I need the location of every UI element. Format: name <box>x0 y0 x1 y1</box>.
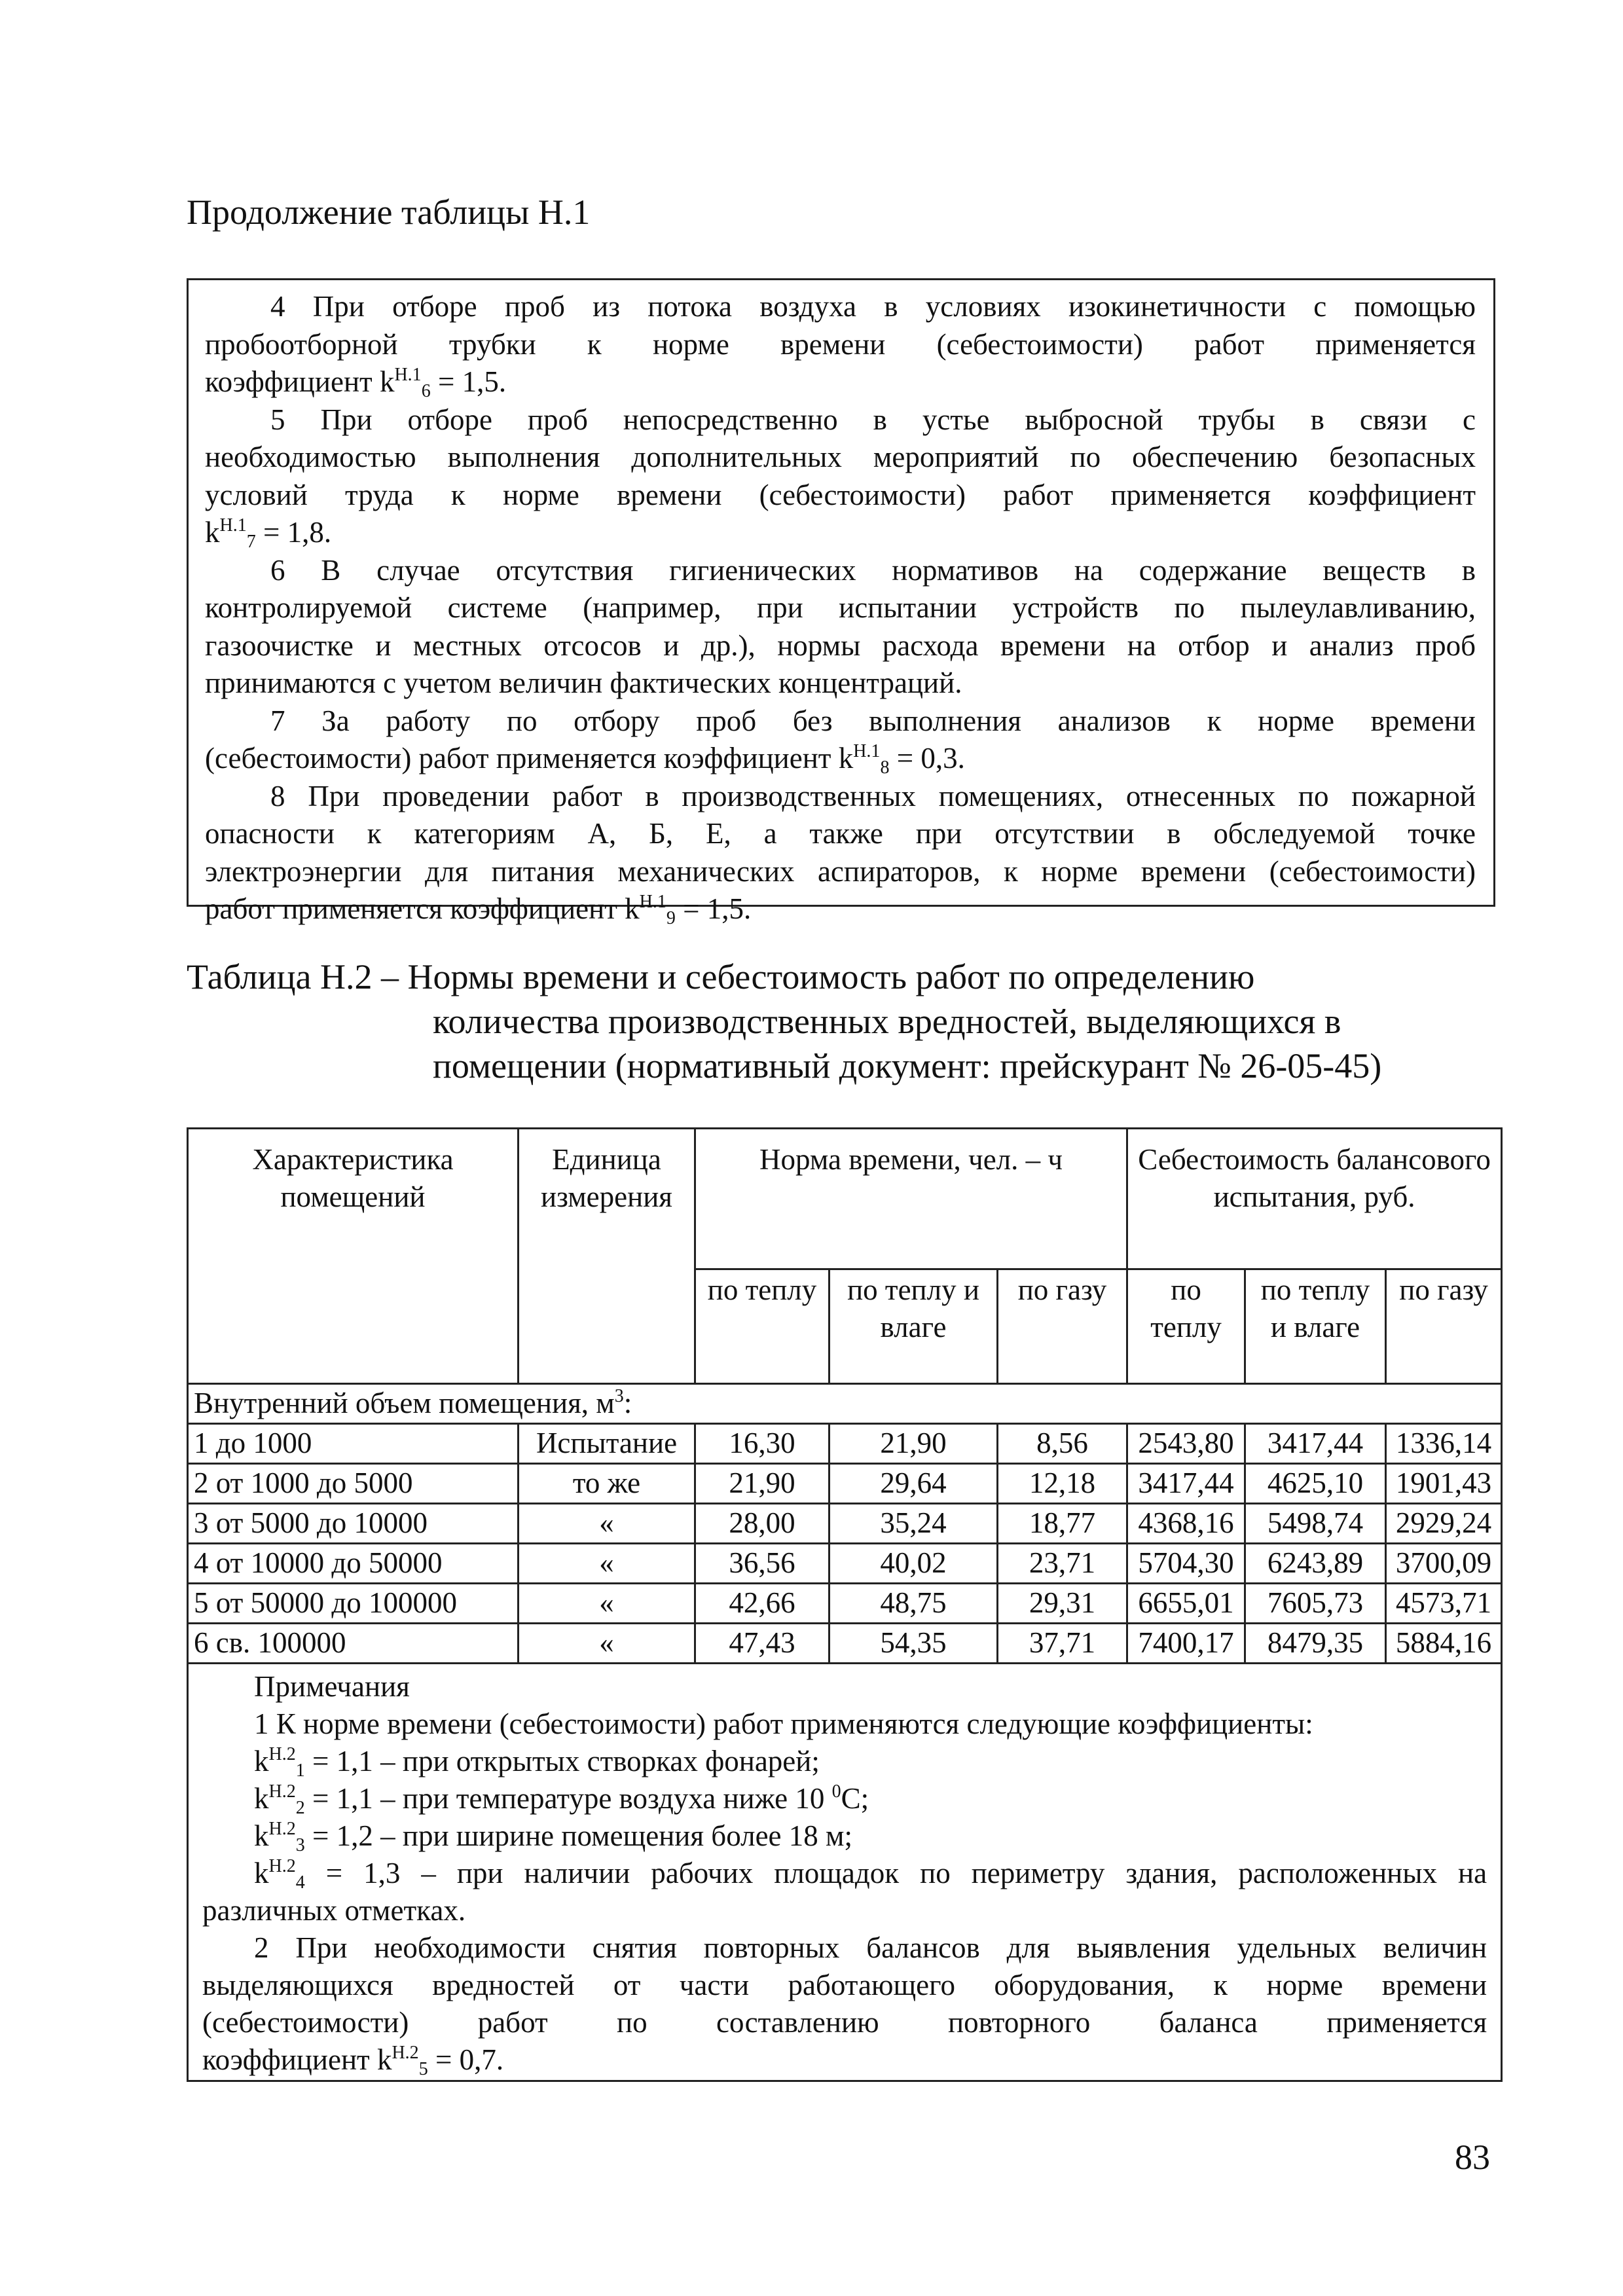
table-row <box>188 1424 1502 1464</box>
page-number: 83 <box>1455 2138 1490 2177</box>
coefficient-k4-continuation: различных отметках. <box>202 1894 466 1927</box>
note-6-line-4: принимаются с учетом величин фактических концентраций. <box>205 666 962 699</box>
coefficient-k4: $k^{Н.2}_4 = 1,3$ – при наличии рабочих площадок по периметру здания, расположенных на <box>254 1856 1487 1893</box>
time-gas: 29,31 <box>998 1584 1127 1624</box>
row-unit: « <box>519 1544 695 1584</box>
row-unit: « <box>519 1584 695 1624</box>
table-h2-caption <box>187 955 1496 1088</box>
time-gas: 8,56 <box>998 1424 1127 1464</box>
note-8-line-1: 8 При проведении работ в производственных помещениях, отнесенных по пожарной <box>270 779 1476 812</box>
subheader-time-heat-moisture: по теплу и влаге <box>830 1269 998 1384</box>
time-heat-moisture: 21,90 <box>830 1424 998 1464</box>
note-2-coefficient: коэффициент $k^{Н.2}_5 = 0,7$. <box>202 2043 504 2079</box>
cost-heat: 4368,16 <box>1127 1504 1245 1544</box>
notes-row <box>188 1664 1502 2081</box>
row-name: 3 от 5000 до 10000 <box>188 1504 519 1544</box>
header-cost: Себестоимость балансового испытания, руб. <box>1127 1129 1502 1269</box>
table-h2-notes <box>188 1664 1502 2081</box>
volume-label: Внутренний объем помещения, $м^3$: <box>188 1384 1502 1424</box>
note-5-line-1: 5 При отборе проб непосредственно в устье выбросной трубы в связи с <box>270 403 1476 436</box>
cost-heat: 6655,01 <box>1127 1584 1245 1624</box>
note-7-coefficient: (себестоимости) работ применяется коэффициент $k^{Н.1}_8 = 0,3$. <box>205 741 965 778</box>
cost-gas: 1336,14 <box>1386 1424 1502 1464</box>
cost-heat-moisture: 4625,10 <box>1245 1464 1386 1504</box>
note-6-line-1: 6 В случае отсутствия гигиенических нормативов на содержание веществ в <box>270 553 1476 587</box>
cost-heat-moisture: 7605,73 <box>1245 1584 1386 1624</box>
subheader-cost-heat-moisture: по теплу и влаге <box>1245 1269 1386 1384</box>
cost-heat: 7400,17 <box>1127 1624 1245 1664</box>
note-8-line-2: опасности к категориям А, Б, Е, а также при отсутствии в обследуемой точке <box>205 817 1476 850</box>
row-name: 1 до 1000 <box>188 1424 519 1464</box>
note-2-line-3: (себестоимости) работ по составлению повторного баланса применяется <box>202 2006 1487 2039</box>
time-gas: 18,77 <box>998 1504 1127 1544</box>
note-6-line-2: контролируемой системе (например, при испытании устройств по пылеулавливанию, <box>205 591 1476 624</box>
cost-heat: 5704,30 <box>1127 1544 1245 1584</box>
subheader-time-heat: по теплу <box>695 1269 830 1384</box>
cost-heat-moisture: 8479,35 <box>1245 1624 1386 1664</box>
time-heat: 42,66 <box>695 1584 830 1624</box>
header-row <box>188 1129 1502 1269</box>
cost-gas: 5884,16 <box>1386 1624 1502 1664</box>
coefficient-k2: $k^{Н.2}_2 = 1,1$ – при температуре воздуха ниже 10 $^0$С; <box>254 1781 869 1818</box>
subheader-time-gas: по газу <box>998 1269 1127 1384</box>
table-row <box>188 1624 1502 1664</box>
table-row <box>188 1584 1502 1624</box>
note-8-coefficient: работ применяется коэффициент $k^{Н.1}_9 = 1,5$. <box>205 892 752 928</box>
cost-heat-moisture: 6243,89 <box>1245 1544 1386 1584</box>
subheader-cost-gas: по газу <box>1386 1269 1502 1384</box>
row-unit: Испытание <box>519 1424 695 1464</box>
coefficient-k1: $k^{Н.2}_1 = 1,1$ – при открытых створках фонарей; <box>254 1744 820 1781</box>
time-heat-moisture: 29,64 <box>830 1464 998 1504</box>
note-5-coefficient: $k^{Н.1}_7 = 1,8$. <box>205 515 332 552</box>
note-4-line-1: 4 При отборе проб из потока воздуха в условиях изокинетичности с помощью <box>270 290 1476 323</box>
caption-line-1: Таблица Н.2 – Нормы времени и себестоимость работ по определению <box>187 957 1255 996</box>
note-6-line-3: газоочистке и местных отсосов и др.), нормы расхода времени на отбор и анализ проб <box>205 629 1476 662</box>
time-heat: 28,00 <box>695 1504 830 1544</box>
time-heat-moisture: 54,35 <box>830 1624 998 1664</box>
time-heat-moisture: 35,24 <box>830 1504 998 1544</box>
row-unit: то же <box>519 1464 695 1504</box>
row-unit: « <box>519 1624 695 1664</box>
note-7-line-1: 7 За работу по отбору проб без выполнения анализов к норме времени <box>270 704 1476 737</box>
cost-heat: 3417,44 <box>1127 1464 1245 1504</box>
cost-heat: 2543,80 <box>1127 1424 1245 1464</box>
time-heat-moisture: 40,02 <box>830 1544 998 1584</box>
note-2-line-1: 2 При необходимости снятия повторных балансов для выявления удельных величин <box>254 1931 1487 1964</box>
table-row <box>188 1544 1502 1584</box>
time-gas: 12,18 <box>998 1464 1127 1504</box>
cost-heat-moisture: 3417,44 <box>1245 1424 1386 1464</box>
coefficient-k3: $k^{Н.2}_3 = 1,2$ – при ширине помещения более 18 м; <box>254 1819 852 1855</box>
note-4-coefficient: коэффициент $k^{Н.1}_6 = 1,5$. <box>205 365 507 401</box>
time-heat: 16,30 <box>695 1424 830 1464</box>
caption-line-2: количества производственных вредностей, выделяющихся в <box>433 1002 1341 1041</box>
time-heat: 47,43 <box>695 1624 830 1664</box>
caption-line-3: помещении (нормативный документ: прейскурант № 26-05-45) <box>433 1046 1382 1085</box>
subheader-cost-heat: по теплу <box>1127 1269 1245 1384</box>
notes-title: Примечания <box>254 1670 410 1703</box>
row-name: 4 от 10000 до 50000 <box>188 1544 519 1584</box>
cost-gas: 4573,71 <box>1386 1584 1502 1624</box>
note-4-line-2: пробоотборной трубки к норме времени (себестоимости) работ применяется <box>205 327 1476 361</box>
note-8-line-3: электроэнергии для питания механических аспираторов, к норме времени (себестоимости) <box>205 854 1476 888</box>
row-name: 6 св. 100000 <box>188 1624 519 1664</box>
time-gas: 37,71 <box>998 1624 1127 1664</box>
header-characteristic: Характеристика помещений <box>188 1129 519 1384</box>
continuation-title: Продолжение таблицы Н.1 <box>187 192 591 232</box>
table-h1-notes-box <box>187 278 1495 928</box>
row-name: 5 от 50000 до 100000 <box>188 1584 519 1624</box>
time-heat-moisture: 48,75 <box>830 1584 998 1624</box>
row-unit: « <box>519 1504 695 1544</box>
note-1-intro: 1 К норме времени (себестоимости) работ применяются следующие коэффициенты: <box>254 1707 1313 1740</box>
cost-gas: 3700,09 <box>1386 1544 1502 1584</box>
note-5-line-2: необходимостью выполнения дополнительных мероприятий по обеспечению безопасных <box>205 441 1476 473</box>
header-time-norm: Норма времени, чел. – ч <box>695 1129 1127 1269</box>
table-row <box>188 1464 1502 1504</box>
row-name: 2 от 1000 до 5000 <box>188 1464 519 1504</box>
header-unit: Единица измерения <box>519 1129 695 1384</box>
cost-gas: 2929,24 <box>1386 1504 1502 1544</box>
table-row <box>188 1504 1502 1544</box>
time-heat: 36,56 <box>695 1544 830 1584</box>
cost-heat-moisture: 5498,74 <box>1245 1504 1386 1544</box>
table-h2 <box>187 1127 1503 2082</box>
volume-row <box>188 1384 1502 1424</box>
note-2-line-2: выделяющихся вредностей от части работающего оборудования, к норме времени <box>202 1969 1487 2001</box>
note-5-line-3: условий труда к норме времени (себестоимости) работ применяется коэффициент <box>205 478 1476 511</box>
time-heat: 21,90 <box>695 1464 830 1504</box>
time-gas: 23,71 <box>998 1544 1127 1584</box>
cost-gas: 1901,43 <box>1386 1464 1502 1504</box>
